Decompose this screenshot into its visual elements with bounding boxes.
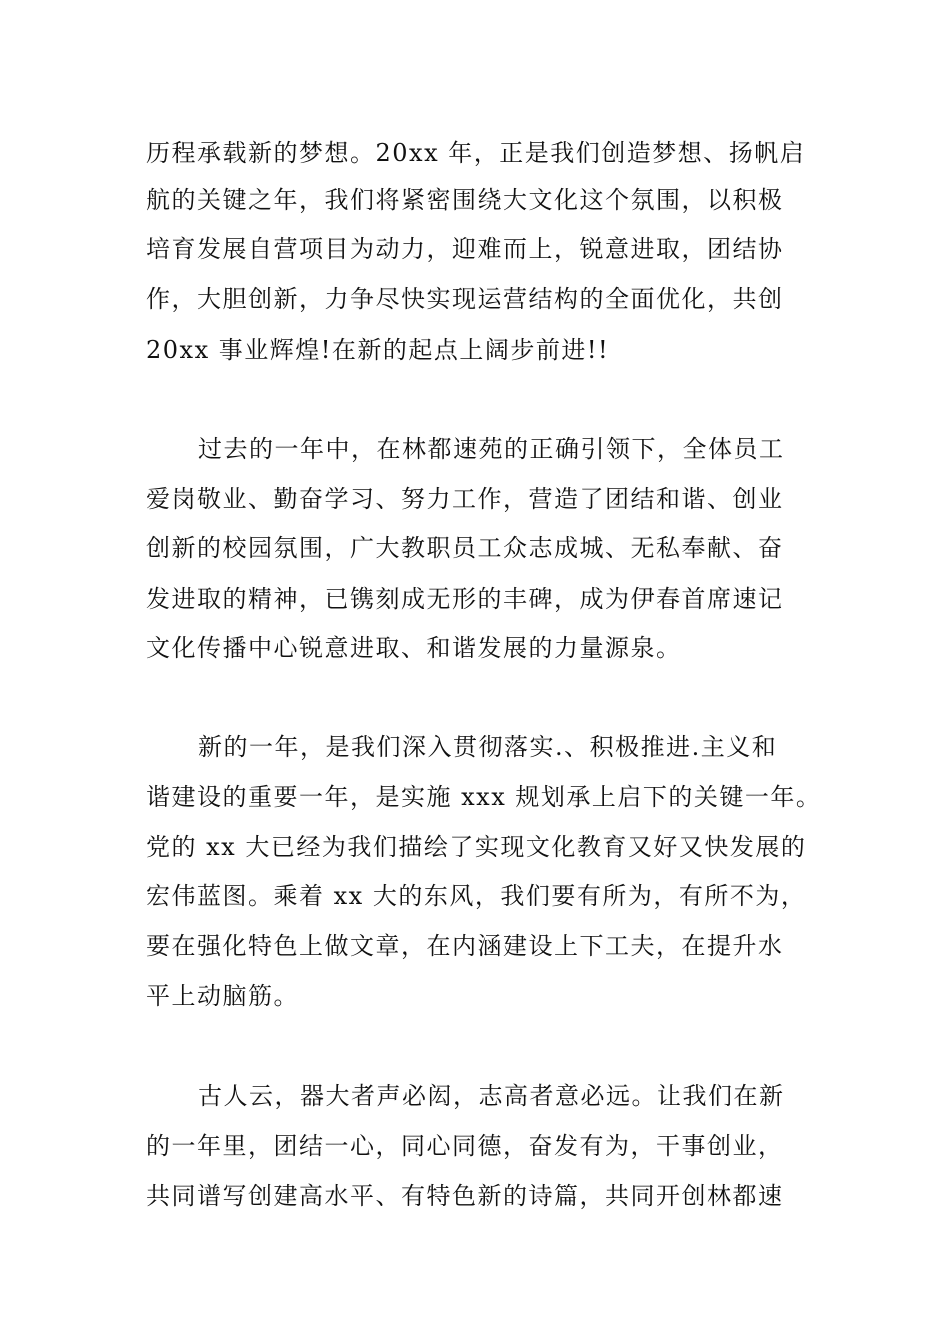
paragraph-4-line-2: 的一年里，团结一心，同心同德，奋发有为，干事创业， — [146, 1132, 784, 1160]
paragraph-3-line-5: 要在强化特色上做文章，在内涵建设上下工夫，在提升水 — [146, 932, 784, 960]
paragraph-2-line-3: 创新的校园氛围，广大教职员工众志成城、无私奉献、奋 — [146, 534, 784, 562]
paragraph-3-line-3: 党的 xx 大已经为我们描绘了实现文化教育又好又快发展的 — [146, 833, 807, 861]
paragraph-2-line-2: 爱岗敬业、勤奋学习、努力工作，营造了团结和谐、创业 — [146, 485, 784, 513]
paragraph-1-line-2: 航的关键之年，我们将紧密围绕大文化这个氛围，以积极 — [146, 186, 784, 214]
paragraph-1-line-3: 培育发展自营项目为动力，迎难而上，锐意进取，团结协 — [146, 235, 784, 263]
paragraph-3-line-4: 宏伟蓝图。乘着 xx 大的东风，我们要有所为，有所不为， — [146, 882, 807, 910]
paragraph-3-line-1: 新的一年，是我们深入贯彻落实.、积极推进.主义和 — [198, 733, 778, 761]
paragraph-4-line-1: 古人云，器大者声必闳，志高者意必远。让我们在新 — [198, 1082, 785, 1110]
paragraph-4-line-3: 共同谱写创建高水平、有特色新的诗篇，共同开创林都速 — [146, 1182, 784, 1210]
paragraph-2-line-4: 发进取的精神，已镌刻成无形的丰碑，成为伊春首席速记 — [146, 585, 784, 613]
paragraph-1-line-1: 历程承载新的梦想。20xx 年，正是我们创造梦想、扬帆启 — [146, 139, 806, 167]
paragraph-1-line-5: 20xx 事业辉煌!在新的起点上阔步前进!! — [146, 336, 610, 364]
paragraph-1-line-4: 作，大胆创新，力争尽快实现运营结构的全面优化，共创 — [146, 285, 784, 313]
paragraph-3-line-6: 平上动脑筋。 — [146, 982, 299, 1010]
paragraph-2-line-1: 过去的一年中，在林都速苑的正确引领下，全体员工 — [198, 435, 785, 463]
paragraph-2-line-5: 文化传播中心锐意进取、和谐发展的力量源泉。 — [146, 634, 682, 662]
paragraph-3-line-2: 谐建设的重要一年，是实施 xxx 规划承上启下的关键一年。 — [146, 783, 822, 811]
